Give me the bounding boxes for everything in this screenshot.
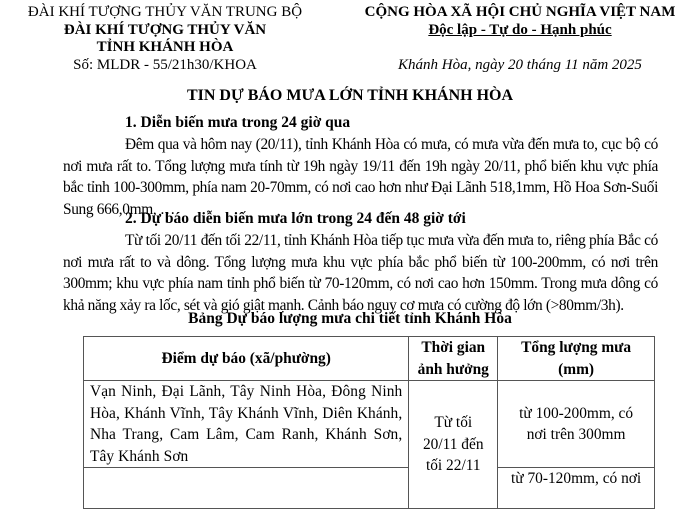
section-2-body <box>63 230 658 316</box>
cell-rainfall: từ 100-200mm, có nơi trên 300mm <box>498 381 655 468</box>
table-row <box>84 381 655 468</box>
column-header-location: Điểm dự báo (xã/phường) <box>84 337 409 381</box>
section-1-body <box>63 134 658 220</box>
country-name: CỘNG HÒA XÃ HỘI CHỦ NGHĨA VIỆT NAM <box>364 4 676 20</box>
column-header-rainfall: Tổng lượng mưa (mm) <box>498 337 655 381</box>
cell-locations <box>84 468 409 509</box>
agency-name-line2: TỈNH KHÁNH HÒA <box>96 39 234 55</box>
cell-locations: Vạn Ninh, Đại Lãnh, Tây Ninh Hòa, Đông Ninh Hòa, Khánh Vĩnh, Tây Khánh Vĩnh, Diên Khánh, Nha Trang, Cam Lâm, Cam Ranh, Khánh Sơn, Tây Khánh Sơn <box>84 381 409 468</box>
table-header-row <box>84 337 655 381</box>
national-motto: Độc lập - Tự do - Hạnh phúc <box>428 22 612 38</box>
parent-agency: ĐÀI KHÍ TƯỢNG THỦY VĂN TRUNG BỘ <box>27 4 303 20</box>
section-1-text: Đêm qua và hôm nay (20/11), tỉnh Khánh Hòa có mưa, có mưa vừa đến mưa to, cục bộ có nơi mưa rất to. Tổng lượng mưa tính từ 19h ngày 19/11 đến 19h ngày 20/11, phổ biến khu vực phía bắc tỉnh 100-300mm, phía nam 20-70mm, có nơi cao hơn như Đại Lãnh 518,1mm, Hồ Hoa Sơn-Suối Sung 666,0mm, … <box>63 136 658 218</box>
section-2-heading: 2. Dự báo diễn biến mưa lớn trong 24 đến 48 giờ tới <box>125 210 466 227</box>
section-1-heading: 1. Diễn biến mưa trong 24 giờ qua <box>125 114 351 131</box>
rainfall-forecast-table <box>83 336 655 509</box>
column-header-time: Thời gian ảnh hưởng <box>409 337 498 381</box>
place-date: Khánh Hòa, ngày 20 tháng 11 năm 2025 <box>398 57 642 73</box>
table-row <box>84 468 655 509</box>
cell-time: Từ tối 20/11 đến tối 22/11 <box>409 381 498 509</box>
section-2-text: Từ tối 20/11 đến tối 22/11, tỉnh Khánh Hòa tiếp tục mưa vừa đến mưa to, riêng phía Bắc có nơi mưa rất to và dông. Tổng lượng mưa khu vực phía bắc phổ biến từ 100-200mm, có nơi trên 300mm; khu vực phía nam tỉnh phổ biến từ 70-120mm, có nơi cao hơn 150mm. Trong mưa dông có khả năng xảy ra lốc, sét và gió giật mạnh. Cảnh báo nguy cơ mưa có cường độ lớn (>80mm/3h). <box>63 232 658 314</box>
document-number: Số: MLDR - 55/21h30/KHOA <box>73 57 257 73</box>
agency-name-line1: ĐÀI KHÍ TƯỢNG THỦY VĂN <box>63 22 267 38</box>
cell-rainfall: từ 70-120mm, có nơi <box>498 468 655 509</box>
document-title: TIN DỰ BÁO MƯA LỚN TỈNH KHÁNH HÒA <box>186 87 514 104</box>
table-caption: Bảng Dự báo lượng mưa chi tiết tỉnh Khánh Hòa <box>188 310 512 327</box>
